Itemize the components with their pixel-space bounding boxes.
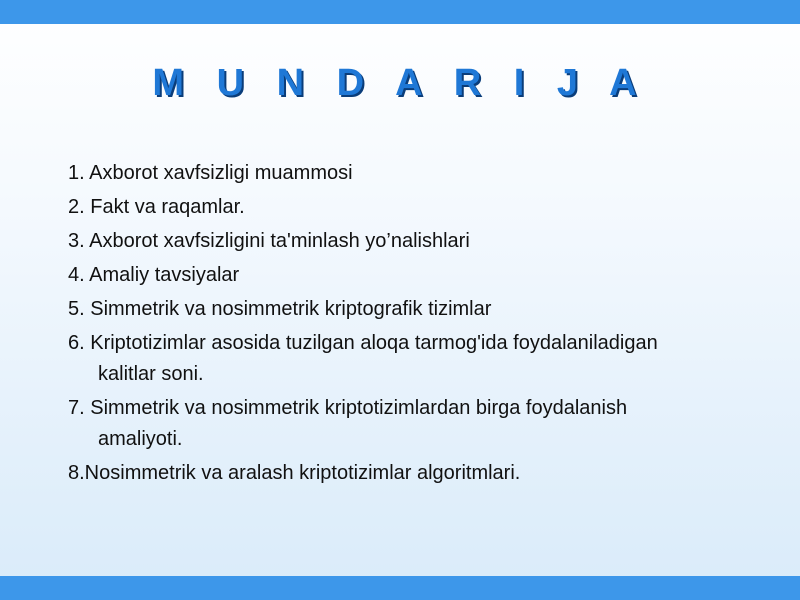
toc-item-8: [68, 458, 768, 489]
toc-item-6: [68, 328, 768, 390]
toc-item-text: 2. Fakt va raqamlar.: [68, 196, 245, 218]
toc-item-text: 4. Amaliy tavsiyalar: [68, 264, 240, 286]
toc-item-1: [68, 158, 768, 189]
toc-item-3: [68, 226, 768, 257]
toc-item-text: 5. Simmetrik va nosimmetrik kriptografik tizimlar: [68, 298, 492, 320]
toc-item-text: 6. Kriptotizimlar asosida tuzilgan aloqa tarmog'ida foydalaniladigan: [68, 332, 658, 354]
top-accent-bar: [0, 0, 800, 24]
toc-item-text: 1. Axborot xavfsizligi muammosi: [68, 162, 353, 184]
toc-item-text: 8.Nosimmetrik va aralash kriptotizimlar algoritmlari.: [68, 462, 521, 484]
toc-item-7: [68, 393, 768, 455]
toc-item-text: 3. Axborot xavfsizligini ta'minlash yo’nalishlari: [68, 230, 470, 252]
slide-title: M U N D A R I J A: [152, 62, 648, 104]
toc-item-2: [68, 192, 768, 223]
toc-item-4: [68, 260, 768, 291]
table-of-contents: [68, 158, 768, 492]
bottom-accent-bar: [0, 576, 800, 600]
toc-item-continuation: amaliyoti.: [98, 428, 183, 450]
toc-item-continuation: kalitlar soni.: [98, 363, 204, 385]
toc-item-text: 7. Simmetrik va nosimmetrik kriptotizimlardan birga foydalanish: [68, 397, 628, 419]
toc-item-5: [68, 294, 768, 325]
